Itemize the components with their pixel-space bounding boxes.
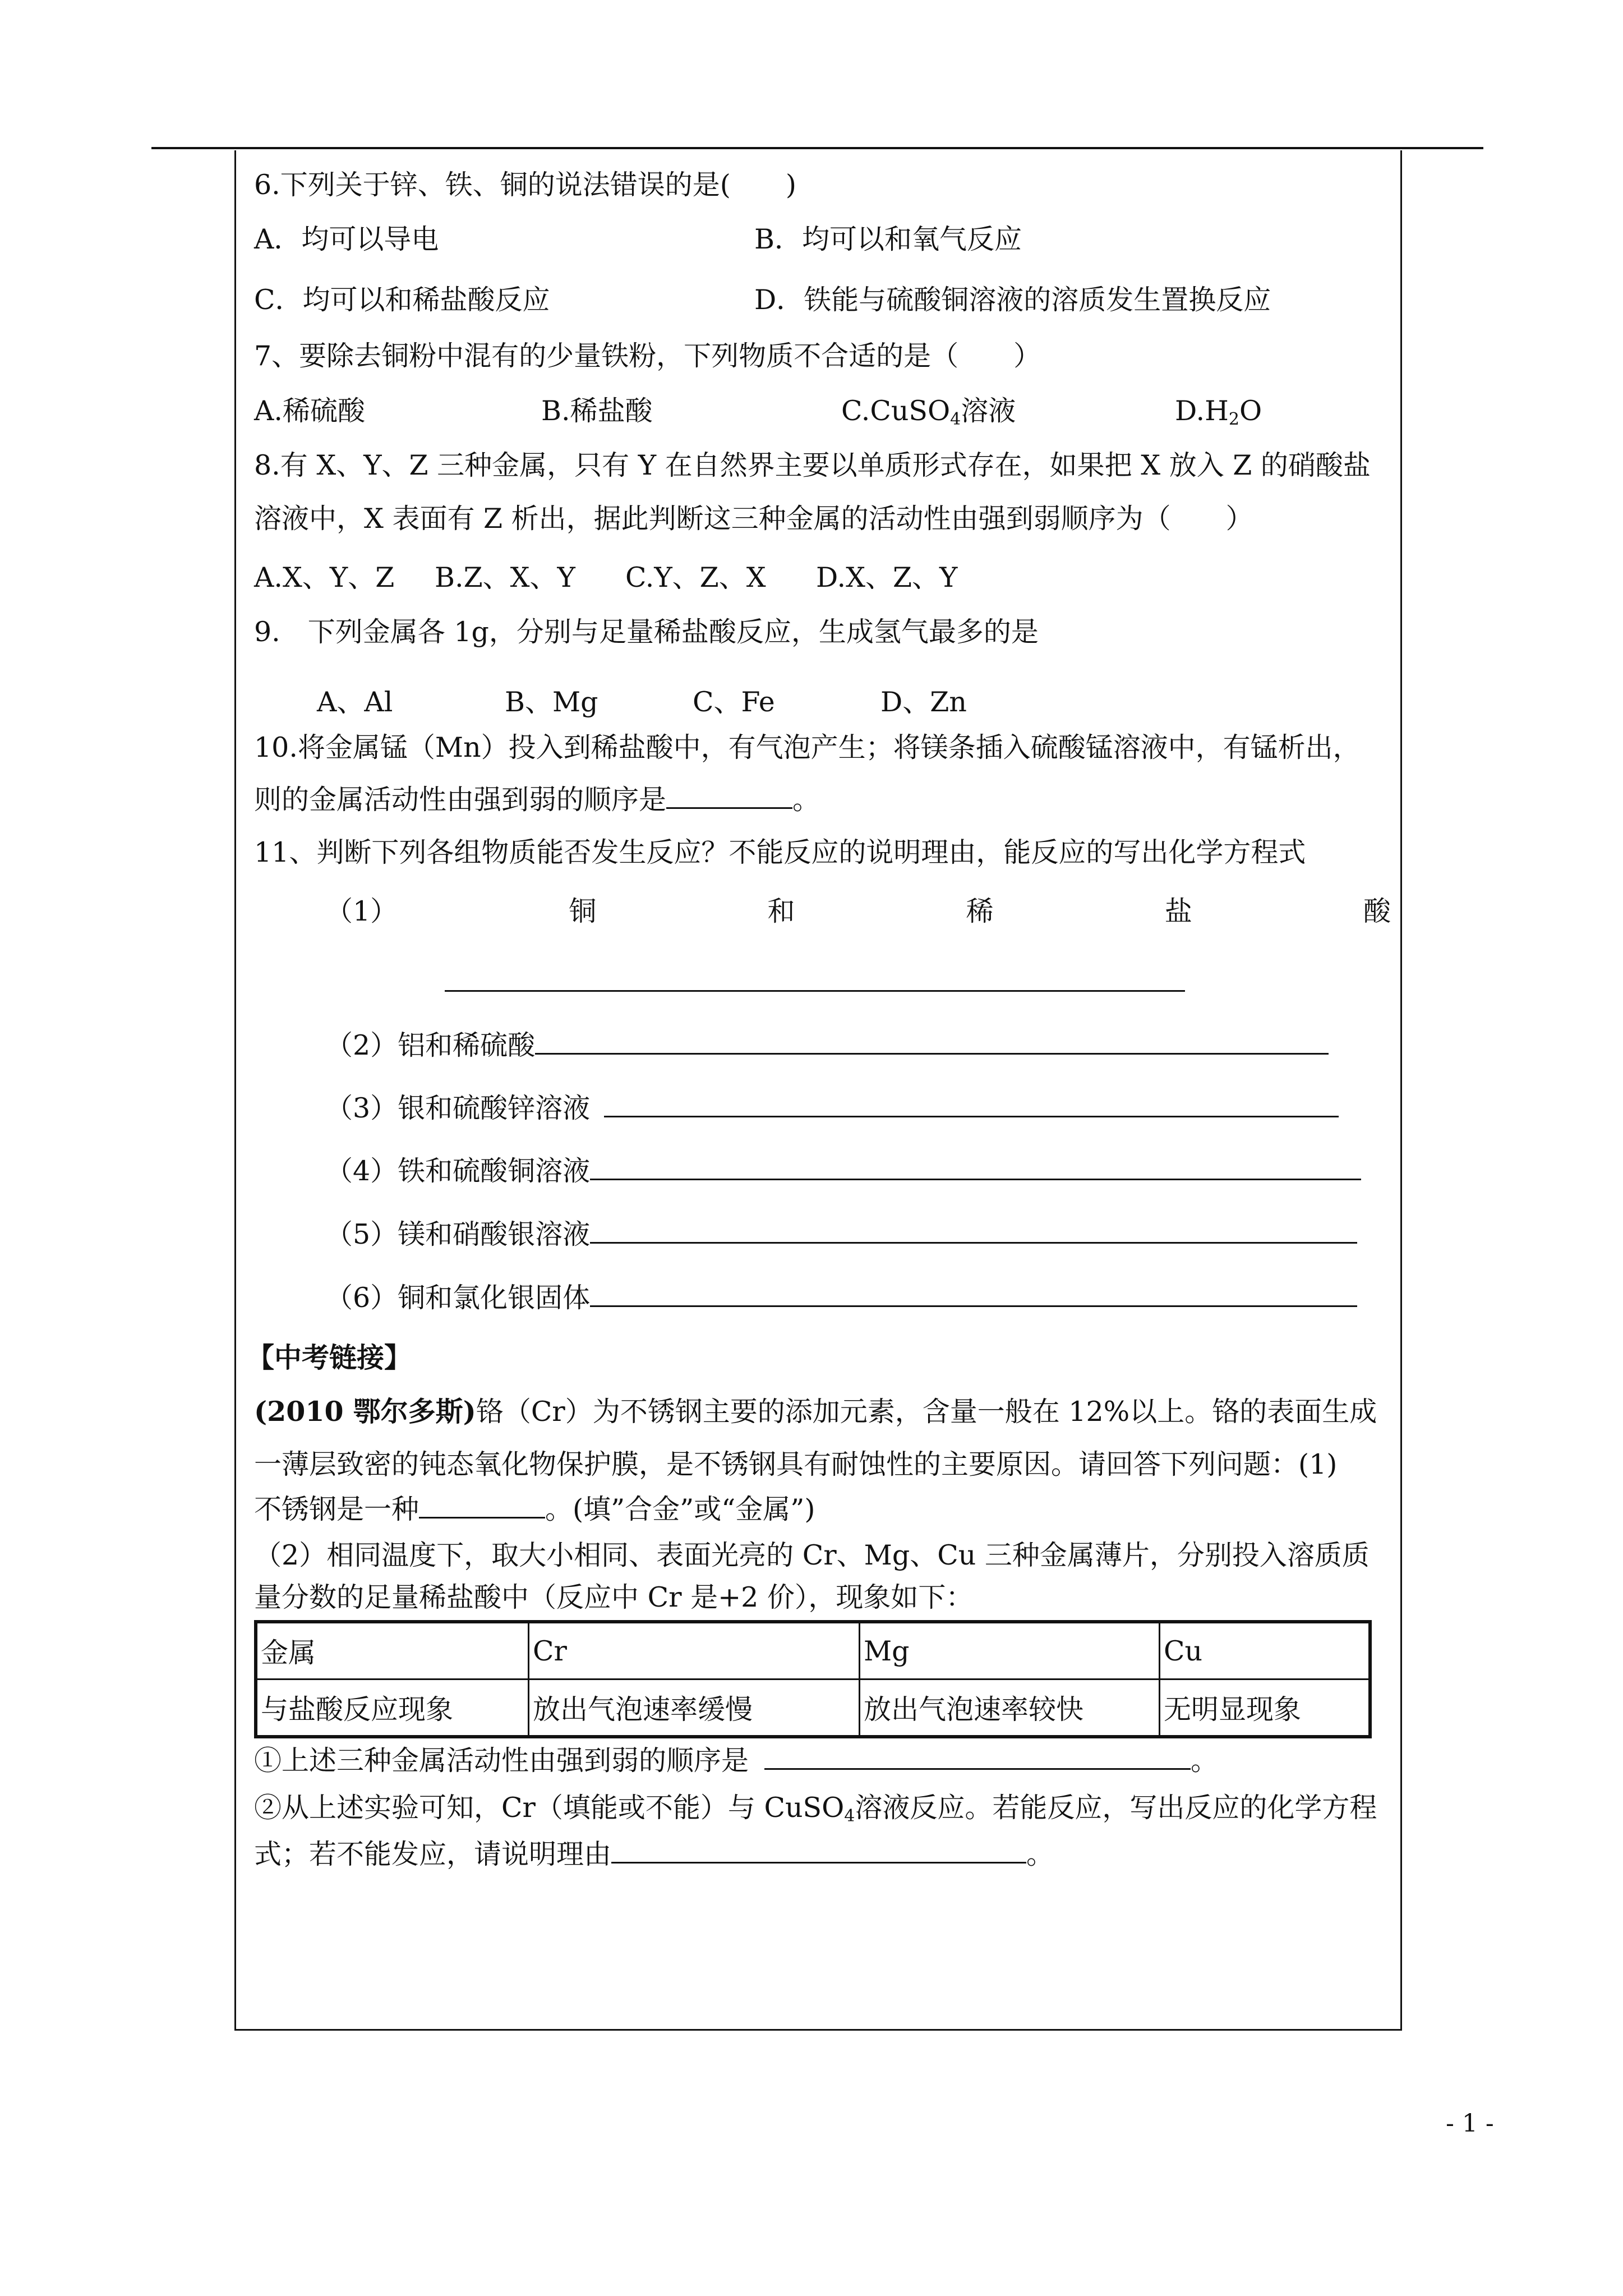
exam-sub-2-line-1: ②从上述实验可知，Cr（填能或不能）与 CuSO$_4$溶液反应。若能反应，写出反应的化学方程: [254, 1792, 1377, 1826]
q11-item-4-blank[interactable]: [590, 1154, 1361, 1180]
q8-option-a: A.X、Y、Z: [254, 562, 395, 593]
q10-answer-blank[interactable]: [666, 783, 792, 809]
q11-item-1: （1） 铜 和 稀 盐 酸: [325, 895, 1391, 927]
q11-item-5-blank[interactable]: [590, 1217, 1357, 1244]
q9-option-c: C、Fe: [693, 686, 775, 718]
q10-line-1: 10.将金属锰（Mn）投入到稀盐酸中，有气泡产生；将镁条插入硫酸锰溶液中，有锰析出，: [254, 731, 1361, 763]
q9-option-b: B、Mg: [505, 686, 598, 718]
exam-line-4: （2）相同温度下，取大小相同、表面光亮的 Cr、Mg、Cu 三种金属薄片，分别投入溶质质: [254, 1539, 1370, 1571]
table-cell: Cu: [1160, 1622, 1371, 1680]
q8-option-c: C.Y、Z、X: [625, 562, 766, 593]
exam-line-3: 不锈钢是一种 。(填”合金”或“金属”): [254, 1493, 815, 1525]
q6-option-c: C．均可以和稀盐酸反应: [254, 284, 550, 316]
q8-option-d: D.X、Z、Y: [816, 562, 958, 593]
table-cell: 无明显现象: [1160, 1680, 1371, 1737]
q6-option-b: B．均可以和氧气反应: [754, 223, 1022, 255]
q9-stem: 9. 下列金属各 1g，分别与足量稀盐酸反应，生成氢气最多的是: [254, 616, 1039, 648]
exam-sub-2-line-2: 式；若不能发应，请说明理由 。: [254, 1838, 1054, 1870]
q6-stem: 6.下列关于锌、铁、铜的说法错误的是( ): [254, 169, 796, 201]
q11-item-6-blank[interactable]: [590, 1281, 1357, 1307]
q11-item-2-blank[interactable]: [535, 1028, 1329, 1055]
q7-option-d: $D.H_2O$: [1175, 395, 1262, 429]
q11-item-4: （4）铁和硫酸铜溶液: [325, 1154, 1361, 1188]
q11-item-3-blank[interactable]: [604, 1091, 1339, 1117]
exam-sub-1: ①上述三种金属活动性由强到弱的顺序是 。: [254, 1745, 1219, 1777]
exam-sub-1-blank[interactable]: [764, 1743, 1191, 1770]
exam-line-1: (2010 鄂尔多斯)铬（Cr）为不锈钢主要的添加元素，含量一般在 12%以上。铬的表面生成: [254, 1395, 1377, 1428]
q11-item-5: （5）镁和硝酸银溶液: [325, 1217, 1357, 1251]
table-cell: 放出气泡速率缓慢: [529, 1680, 860, 1737]
exam-alloy-blank[interactable]: [419, 1492, 545, 1519]
q6-option-d: D．铁能与硫酸铜溶液的溶质发生置换反应: [754, 284, 1271, 316]
q10-line-2: 则的金属活动性由强到弱的顺序是 。: [254, 784, 820, 816]
q9-option-a: A、Al: [317, 686, 393, 718]
q8-line-1: 8.有 X、Y、Z 三种金属，只有 Y 在自然界主要以单质形式存在，如果把 X 放入 Z 的硝酸盐: [254, 449, 1371, 481]
q6-option-a: A．均可以导电: [254, 223, 439, 255]
metal-reaction-table: [254, 1620, 1372, 1738]
q7-option-a: A.稀硫酸: [254, 395, 365, 427]
page-number: - 1 -: [1446, 2109, 1494, 2138]
table-cell: Cr: [529, 1622, 860, 1680]
table-cell: Mg: [860, 1622, 1160, 1680]
exam-line-2: 一薄层致密的钝态氧化物保护膜，是不锈钢具有耐蚀性的主要原因。请回答下列问题：(1): [254, 1448, 1338, 1480]
q7-option-b: B.稀盐酸: [541, 395, 653, 427]
q9-option-d: D、Zn: [880, 686, 967, 718]
header-rule: [151, 147, 1483, 149]
q8-option-b: B.Z、X、Y: [435, 562, 575, 593]
exam-line-5: 量分数的足量稀盐酸中（反应中 Cr 是+2 价），现象如下：: [254, 1581, 974, 1613]
q11-item-6: （6）铜和氯化银固体: [325, 1281, 1357, 1315]
q7-option-c: C.CuSO$_4$溶液: [841, 395, 1016, 429]
q8-line-2: 溶液中，X 表面有 Z 析出，据此判断这三种金属的活动性由强到弱顺序为（ ）: [254, 503, 1253, 535]
q11-item-2: （2）铝和稀硫酸: [325, 1028, 1329, 1062]
table-cell: 金属: [256, 1622, 529, 1680]
exam-sub-2-blank[interactable]: [611, 1837, 1026, 1864]
table-row: [256, 1680, 1370, 1737]
table-row: [256, 1622, 1370, 1680]
exam-link-heading: 【中考链接】: [247, 1341, 412, 1374]
q7-stem: 7、要除去铜粉中混有的少量铁粉，下列物质不合适的是（ ）: [254, 340, 1041, 372]
table-cell: 与盐酸反应现象: [256, 1680, 529, 1737]
q11-item-1-blank[interactable]: [445, 990, 1185, 992]
q11-stem: 11、判断下列各组物质能否发生反应？不能反应的说明理由，能反应的写出化学方程式: [254, 836, 1306, 868]
q11-item-3: （3）银和硫酸锌溶液: [325, 1091, 1339, 1125]
table-cell: 放出气泡速率较快: [860, 1680, 1160, 1737]
